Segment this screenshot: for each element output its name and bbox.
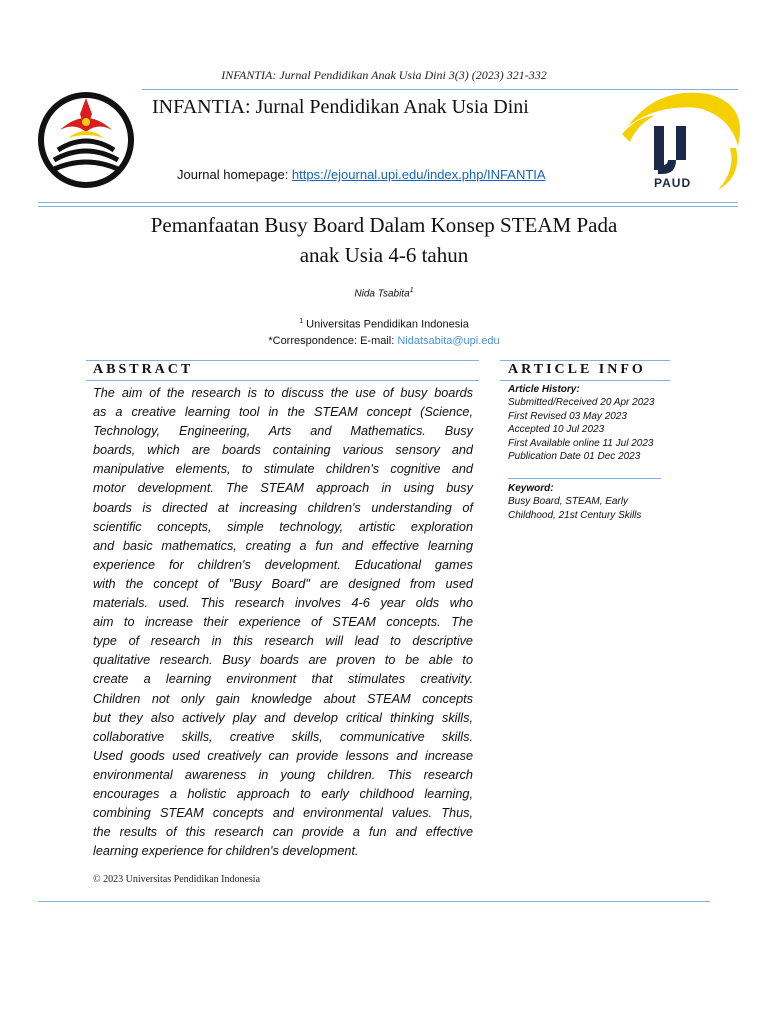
abstract-heading: ABSTRACT xyxy=(93,362,194,377)
keywords xyxy=(508,482,678,522)
abstract-line: boards is directed at increasing children's understanding of xyxy=(93,500,473,515)
affiliation-name: Universitas Pendidikan Indonesia xyxy=(306,318,469,331)
abstract-line: and basic mathematics, creating a fun and effective learning xyxy=(93,538,473,553)
author-name: Nida Tsabita xyxy=(354,288,410,300)
keywords-line-2: Childhood, 21st Century Skills xyxy=(508,509,642,521)
history-item: First Available online 11 Jul 2023 xyxy=(508,437,654,449)
homepage-link[interactable]: https://ejournal.upi.edu/index.php/INFANTIA xyxy=(291,167,546,182)
correspondence-label: *Correspondence: E-mail: xyxy=(268,335,398,347)
paper-title xyxy=(80,210,688,270)
history-item: Publication Date 01 Dec 2023 xyxy=(508,451,641,463)
correspondence-email[interactable]: Nidatsabita@upi.edu xyxy=(397,335,500,347)
abstract-line: but they also actively play and develop critical thinking skills, xyxy=(93,710,473,725)
history-item: Accepted 10 Jul 2023 xyxy=(508,424,605,436)
author xyxy=(0,287,768,299)
abstract-line: create a learning environment that stimulates creativity. xyxy=(93,672,473,687)
journal-citation: INFANTIA: Jurnal Pendidikan Anak Usia Dini 3(3) (2023) 321-332 xyxy=(221,68,547,82)
paper-title-line-1: Pemanfaatan Busy Board Dalam Konsep STEAM Pada xyxy=(150,213,618,237)
history-item: Submitted/Received 20 Apr 2023 xyxy=(508,397,655,409)
abstract-body xyxy=(93,384,473,861)
abstract-line: encourages a holistic approach to early childhood learning, xyxy=(93,786,473,801)
paper-title-line-2: anak Usia 4-6 tahun xyxy=(299,243,469,267)
article-history-label: Article History: xyxy=(508,384,580,395)
abstract-line: aim to increase their experience of STEAM concepts. The xyxy=(93,615,473,630)
abstract-top-rule xyxy=(86,360,479,361)
abstract-line: collaborative skills, creative skills, communicative skills. xyxy=(93,729,473,744)
abstract-line: type of research in this research will lead to descriptive xyxy=(93,634,473,649)
author-superscript: 1 xyxy=(409,287,414,294)
journal-homepage xyxy=(177,167,546,182)
header-bottom-rule-1 xyxy=(38,202,738,203)
affiliation-superscript: 1 xyxy=(299,318,304,325)
abstract-line: The aim of the research is to discuss the use of busy boards xyxy=(93,386,473,400)
footer-rule xyxy=(38,901,710,902)
article-history xyxy=(508,383,678,463)
abstract-line: experience for children's development. Educational games xyxy=(93,557,473,572)
journal-title: INFANTIA: Jurnal Pendidikan Anak Usia Dini xyxy=(152,96,529,118)
correspondence xyxy=(0,335,768,347)
history-item: First Revised 03 May 2023 xyxy=(508,410,627,422)
abstract-line: qualitative research. Busy boards are proven to be able to xyxy=(93,653,473,668)
keywords-label: Keyword: xyxy=(508,483,554,494)
abstract-line: Children not only gain knowledge about STEAM concepts xyxy=(93,691,473,706)
article-info-heading: ARTICLE INFO xyxy=(508,362,646,377)
abstract-heading-rule xyxy=(86,380,479,381)
abstract-line: manipulative elements, to stimulate children's cognitive and xyxy=(93,462,473,477)
article-info-divider xyxy=(508,478,661,479)
upi-logo xyxy=(38,92,134,188)
abstract-line: with the concept of "Busy Board" are designed from used xyxy=(93,576,473,591)
abstract-line: combining STEAM concepts and environmental values. Thus, xyxy=(93,806,473,821)
affiliation xyxy=(0,318,768,331)
abstract-line: Technology, Engineering, Arts and Mathematics. Busy xyxy=(93,424,473,439)
abstract-line: boards, which are boards containing various sensory and xyxy=(93,443,473,458)
homepage-label: Journal homepage: xyxy=(177,167,292,182)
article-info-heading-rule xyxy=(500,380,670,381)
abstract-line: the results of this research can provide a fun and effective xyxy=(93,825,473,840)
keywords-line-1: Busy Board, STEAM, Early xyxy=(508,496,629,508)
copyright: © 2023 Universitas Pendidikan Indonesia xyxy=(93,874,261,885)
abstract-line: learning experience for children's development. xyxy=(93,844,359,859)
paud-label: PAUD xyxy=(654,176,692,190)
abstract-line: scientific concepts, simple technology, artistic exploration xyxy=(93,519,473,534)
abstract-line: motor development. The STEAM approach in using busy xyxy=(93,481,473,496)
article-info-top-rule xyxy=(500,360,670,361)
abstract-line: environmental awareness in young children. This research xyxy=(93,767,473,782)
abstract-line: as a creative learning tool in the STEAM concept (Science, xyxy=(93,405,473,420)
abstract-line: materials. used. This research involves 4-6 year olds who xyxy=(93,596,473,611)
header-bottom-rule-2 xyxy=(38,206,738,207)
ij-paud-logo xyxy=(618,86,748,194)
abstract-line: Used goods used creatively can provide lessons and increase xyxy=(93,748,473,763)
